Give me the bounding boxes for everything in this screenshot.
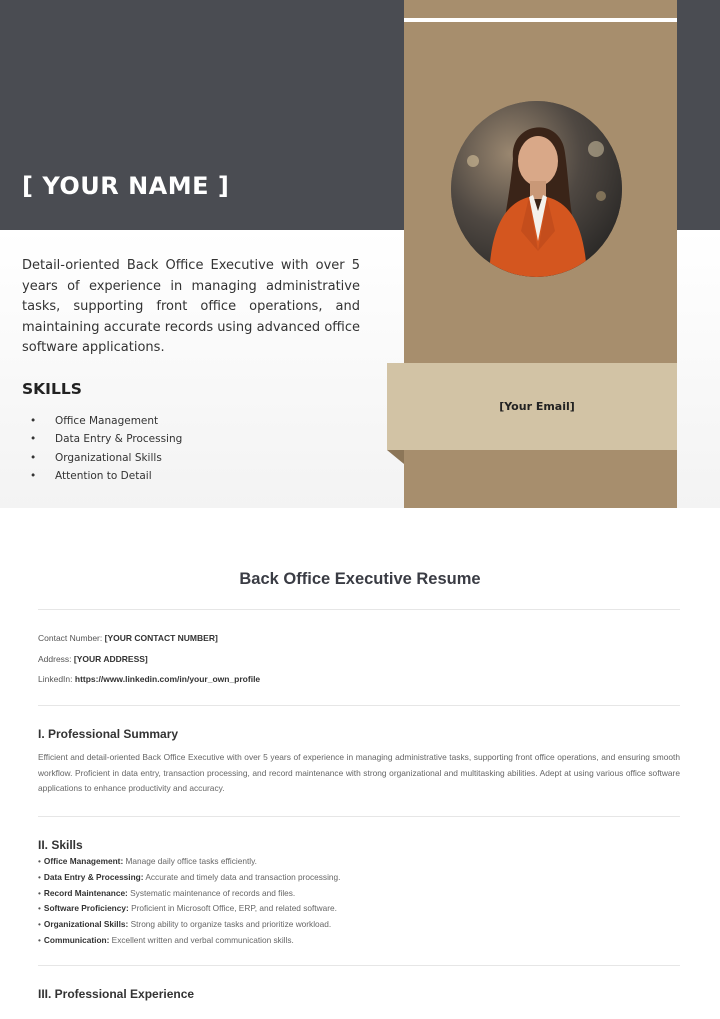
column-divider-line (404, 18, 677, 22)
skill-detail-text: Manage daily office tasks efficiently. (125, 856, 257, 866)
skill-detail-label: Software Proficiency: (43, 903, 129, 914)
skills-list (30, 412, 182, 485)
skill-detail-item: • Organizational Skills: Strong ability to organize tasks and prioritize workload. (38, 919, 332, 930)
address-label: Address: (38, 654, 72, 664)
skill-detail-item: • Record Maintenance: Systematic maintenance of records and files. (38, 887, 296, 898)
header-right-strip (677, 0, 720, 230)
professional-summary-text: Efficient and detail-oriented Back Office Executive with over 5 years of experience in managing administrative tasks, supporting front office operations, and ensuring smooth workflow. Proficient in data entry, transaction processing, and record maintenance with strong organizational and multitasking abilities. Adept at using various office software applications to enhance productivity and accuracy. (38, 752, 680, 794)
contact-number-value: [YOUR CONTACT NUMBER] (104, 633, 218, 643)
divider (38, 705, 680, 706)
divider (38, 965, 680, 966)
skill-item: • Attention to Detail (30, 467, 182, 485)
contact-number-line (38, 633, 218, 643)
skill-detail-label: Data Entry & Processing: (43, 871, 144, 882)
skill-item: • Data Entry & Processing (30, 430, 182, 448)
profile-photo (451, 101, 622, 277)
skill-detail-item: • Data Entry & Processing: Accurate and timely data and transaction processing. (38, 871, 341, 882)
name-heading: [ YOUR NAME ] (22, 172, 230, 200)
skill-item: • Office Management (30, 412, 182, 430)
divider (38, 609, 680, 610)
professional-experience-heading: III. Professional Experience (38, 987, 195, 1001)
skill-detail-label: Communication: (43, 934, 110, 945)
skill-detail-label: Office Management: (43, 856, 124, 866)
skill-detail-text: Accurate and timely data and transaction processing. (145, 871, 341, 882)
skill-detail-item: • Office Management: Manage daily office tasks efficiently. (38, 856, 257, 866)
resume-template-preview (0, 0, 720, 508)
resume-document (0, 508, 720, 1019)
skill-detail-text: Excellent written and verbal communication skills. (111, 934, 294, 945)
linkedin-line (38, 674, 260, 684)
skills-section-heading: II. Skills (38, 838, 83, 852)
linkedin-value[interactable]: https://www.linkedin.com/in/your_own_profile (74, 674, 261, 684)
document-title: Back Office Executive Resume (239, 570, 481, 588)
address-line (38, 654, 148, 664)
skills-heading: SKILLS (22, 380, 82, 398)
skills-detail-list (38, 854, 340, 949)
linkedin-label: LinkedIn: (38, 674, 73, 684)
skill-detail-text: Systematic maintenance of records and files. (130, 887, 296, 898)
divider (38, 816, 680, 817)
email-text: [Your Email] (499, 400, 575, 413)
skill-detail-item: • Software Proficiency: Proficient in Microsoft Office, ERP, and related software. (38, 903, 337, 914)
contact-number-label: Contact Number: (38, 633, 103, 643)
skill-detail-label: Record Maintenance: (43, 887, 128, 898)
email-box (387, 363, 677, 450)
email-box-fold (387, 450, 404, 464)
skill-detail-text: Strong ability to organize tasks and prioritize workload. (130, 919, 332, 930)
profile-photo-illustration (451, 101, 622, 277)
professional-summary-heading: I. Professional Summary (38, 727, 179, 741)
skill-detail-label: Organizational Skills: (43, 919, 129, 930)
skill-detail-item: • Communication: Excellent written and verbal communication skills. (38, 934, 294, 945)
address-value: [YOUR ADDRESS] (73, 654, 148, 664)
skill-item: • Organizational Skills (30, 449, 182, 467)
profile-summary: Detail-oriented Back Office Executive with over 5 years of experience in managing administrative tasks, supporting front office operations, and maintaining accurate records using advanced office software applications. (22, 258, 360, 355)
skill-detail-text: Proficient in Microsoft Office, ERP, and related software. (131, 903, 337, 914)
